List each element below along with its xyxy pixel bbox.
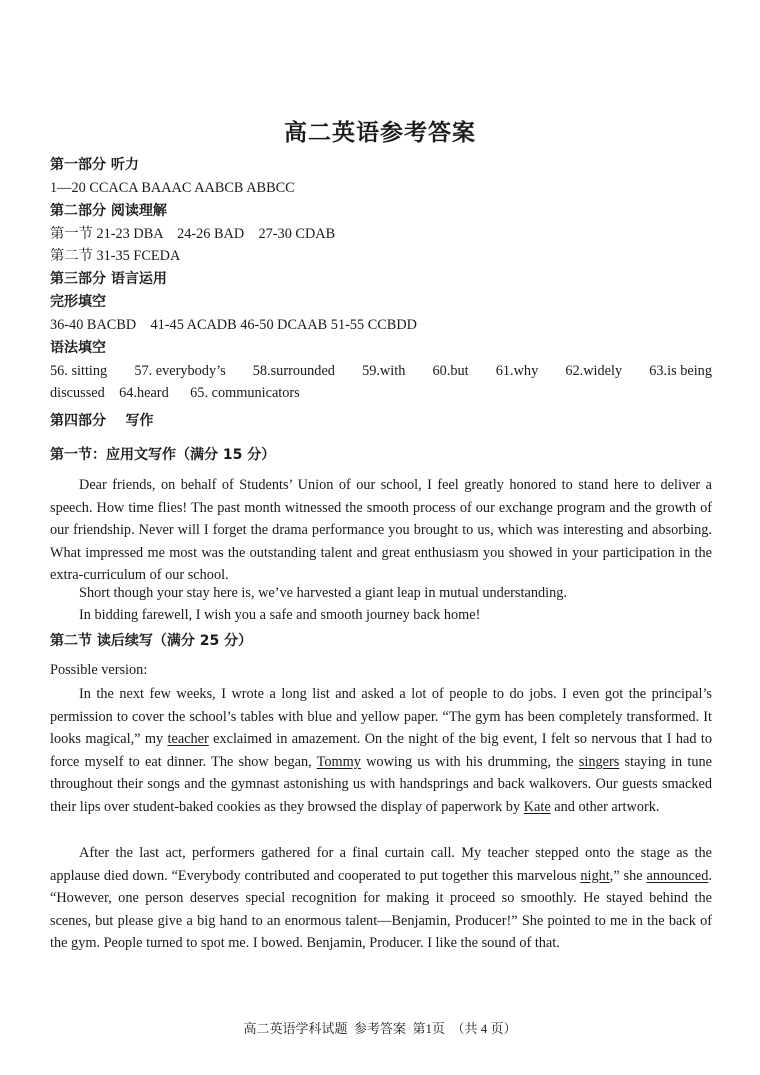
story-text: staying in tune throughout their songs and the gymnast astonishing us with handsprings and back walkovers. Our guests smacked their lips over student-baked cookies as they browsed the display of paperwork by — [50, 753, 712, 815]
grammar-answer-56: 56. sitting — [50, 363, 108, 379]
story-paragraph-1 — [50, 683, 712, 819]
writing-section2-heading: 第二节 读后续写（满分 25 分） — [50, 633, 253, 649]
story-text: In the next few weeks, I wrote a long list and asked a lot of people to do jobs. I even got the principal’s permission to cover the school’s tables with blue and yellow paper. “The gym has been completely transformed. It looks magical,” my — [50, 686, 712, 748]
part2-heading: 第二部分 阅读理解 — [50, 203, 167, 219]
grammar-answer-59: 59.with — [362, 363, 406, 379]
underlined-word: teacher — [167, 731, 209, 748]
part1-heading: 第一部分 听力 — [50, 157, 139, 173]
story-text: wowing us with his drumming, the — [360, 753, 579, 770]
underlined-word: night — [580, 867, 610, 884]
underlined-word: Tommy — [316, 753, 361, 770]
reading-section2-answers: 第二节 31-35 FCEDA — [50, 248, 181, 264]
letter-paragraph-1: Dear friends, on behalf of Students’ Union of our school, I feel greatly honored to stand here to deliver a speech. How time flies! The past month witnessed the smooth process of our exchange program and the growth of our friendship. Never will I forget the drama performance you brought to us, which was interesting and absorbing. What impressed me most was the outstanding talent and great enthusiasm you showed in your participation in the extra-curriculum of our school. — [50, 477, 712, 584]
story-text: After the last act, performers gathered for a final curtain call. My teacher stepped onto the stage as the applause died down. “Everybody contributed and cooperated to put together this marvelous — [50, 845, 712, 884]
grammar-answer-63: 63.is being — [649, 363, 712, 379]
story-paragraph-2 — [50, 842, 712, 955]
story-text: and other artwork. — [550, 798, 660, 815]
underlined-word: Kate — [523, 798, 551, 815]
grammar-answer-58: 58.surrounded — [252, 363, 335, 379]
letter-paragraph-3: In bidding farewell, I wish you a safe and smooth journey back home! — [79, 607, 481, 623]
page-title: 高二英语参考答案 — [284, 120, 476, 146]
grammar-answer-62: 62.widely — [565, 363, 623, 379]
grammar-answer-61: 61.why — [495, 363, 539, 379]
story-text: ,” she — [609, 867, 647, 884]
grammar-answers-line2: discussed 64.heard 65. communicators — [50, 385, 300, 401]
writing-section1-heading: 第一节：应用文写作（满分 15 分） — [50, 447, 276, 463]
story-text: . “However, one person deserves special recognition for making it proceed so smoothly. He stayed behind the scenes, but please give a big hand to an enormous talent—Benjamin, Producer!” She pointed to me in the back of the gym. People turned to spot me. I bowed. Benjamin, Producer. I like the sound of that. — [50, 867, 712, 952]
grammar-answer-60: 60.but — [432, 363, 469, 379]
part3-heading: 第三部分 语言运用 — [50, 271, 167, 287]
underlined-word: announced — [646, 867, 709, 884]
cloze-heading: 完形填空 — [50, 294, 106, 310]
page-footer: 高二英语学科试题 参考答案 第1页 （共 4 页） — [243, 1021, 517, 1036]
underlined-word: singers — [578, 753, 620, 770]
grammar-answers-line1 — [50, 362, 712, 380]
grammar-answer-57: 57. everybody’s — [134, 363, 226, 379]
part4-heading: 第四部分 写作 — [50, 413, 154, 429]
letter-paragraph-2: Short though your stay here is, we’ve harvested a giant leap in mutual understanding. — [79, 585, 567, 601]
grammar-heading: 语法填空 — [50, 340, 106, 356]
story-text: exclaimed in amazement. On the night of the big event, I felt so nervous that I had to force myself to eat dinner. The show began, — [50, 731, 712, 770]
reading-section1-answers: 第一节 21-23 DBA 24-26 BAD 27-30 CDAB — [50, 226, 336, 242]
cloze-answers: 36-40 BACBD 41-45 ACADB 46-50 DCAAB 51-55 CCBDD — [50, 317, 417, 333]
possible-version-label: Possible version: — [50, 662, 148, 678]
listening-answers: 1—20 CCACA BAAAC AABCB ABBCC — [50, 180, 295, 196]
